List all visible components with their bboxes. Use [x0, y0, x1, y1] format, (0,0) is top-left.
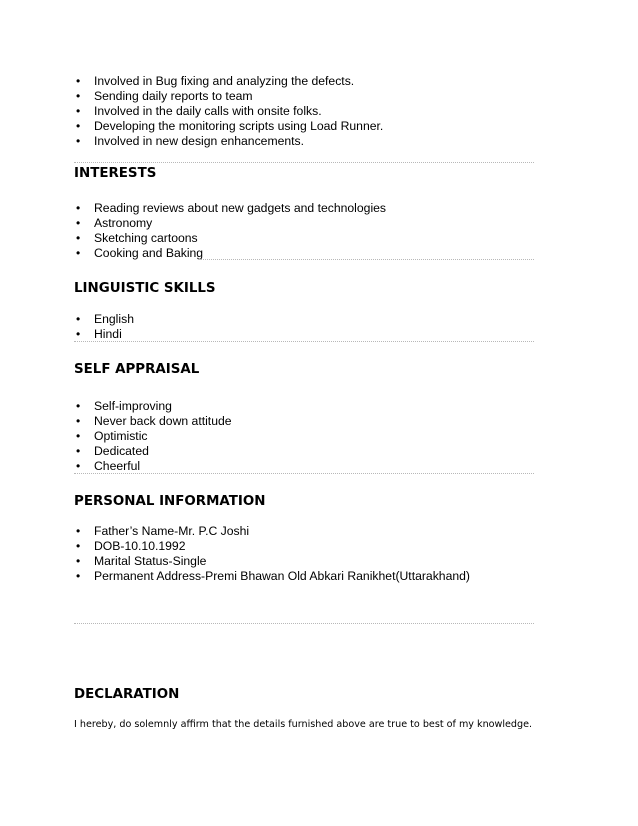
list-item: • Dedicated [76, 444, 149, 458]
linguistic-list [74, 312, 134, 342]
experience-list [74, 74, 383, 149]
section-divider [74, 162, 534, 163]
list-item: • Involved in Bug fixing and analyzing the defects. [76, 74, 355, 88]
list-item: • Permanent Address-Premi Bhawan Old Abkari Ranikhet(Uttarakhand) [76, 569, 470, 583]
bullet: • [76, 119, 81, 133]
bullet: • [76, 554, 81, 568]
list-item: • Developing the monitoring scripts using Load Runner. [76, 119, 384, 133]
bullet: • [76, 231, 81, 245]
appraisal-list [74, 399, 232, 474]
list-item: • DOB-10.10.1992 [76, 539, 186, 553]
list-item: • Never back down attitude [76, 414, 232, 428]
bullet: • [76, 104, 81, 118]
list-item: • Cheerful [76, 459, 141, 473]
bullet: • [76, 216, 81, 230]
bullet: • [76, 539, 81, 553]
list-item: • Father’s Name-Mr. P.C Joshi [76, 524, 250, 538]
bullet: • [76, 399, 81, 413]
section-divider [198, 259, 534, 260]
list-item: • Involved in new design enhancements. [76, 134, 305, 148]
list-item: • Sketching cartoons [76, 231, 198, 245]
interests-list [74, 201, 386, 261]
list-item: • Cooking and Baking [76, 246, 204, 260]
bullet: • [76, 569, 81, 583]
bullet: • [76, 444, 81, 458]
bullet: • [76, 246, 81, 260]
list-item: • Optimistic [76, 429, 148, 443]
list-item: • Marital Status-Single [76, 554, 207, 568]
personal-list [74, 524, 470, 584]
appraisal-heading: SELF APPRAISAL [74, 362, 200, 377]
bullet: • [76, 459, 81, 473]
interests-heading: INTERESTS [74, 166, 157, 181]
list-item: • Sending daily reports to team [76, 89, 253, 103]
list-item: • Involved in the daily calls with onsite folks. [76, 104, 322, 118]
bullet: • [76, 524, 81, 538]
personal-heading: PERSONAL INFORMATION [74, 494, 266, 509]
list-item: • Hindi [76, 327, 122, 341]
bullet: • [76, 327, 81, 341]
bullet: • [76, 89, 81, 103]
declaration-text: I hereby, do solemnly affirm that the details furnished above are true to best of my knowledge. [74, 719, 533, 730]
bullet: • [76, 312, 81, 326]
bullet: • [76, 429, 81, 443]
list-item: • Self-improving [76, 399, 172, 413]
declaration-heading: DECLARATION [74, 687, 180, 702]
linguistic-heading: LINGUISTIC SKILLS [74, 281, 216, 296]
section-divider [74, 341, 534, 342]
list-item: • Astronomy [76, 216, 153, 230]
bullet: • [76, 201, 81, 215]
bullet: • [76, 134, 81, 148]
bullet: • [76, 74, 81, 88]
list-item: • Reading reviews about new gadgets and technologies [76, 201, 387, 215]
section-divider [74, 473, 534, 474]
section-divider [74, 623, 534, 624]
list-item: • English [76, 312, 134, 326]
bullet: • [76, 414, 81, 428]
